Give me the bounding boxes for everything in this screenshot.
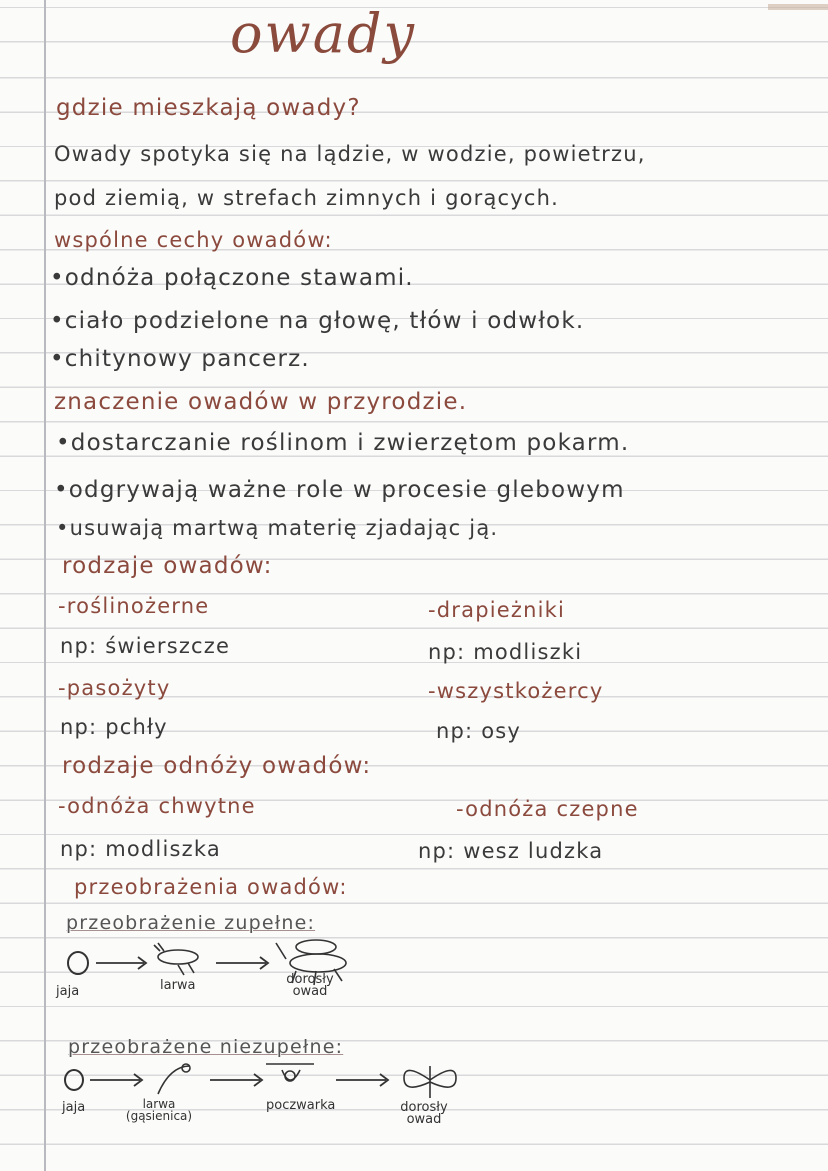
answer-line-2: pod ziemią, w strefach zimnych i gorących. (54, 186, 560, 210)
margin-line (44, 0, 46, 1171)
page-title: owady (230, 2, 417, 65)
pupa-drawing (266, 1064, 314, 1081)
incomplete-heading: przeobrażene niezupełne: (68, 1036, 344, 1058)
complete-diagram (60, 935, 390, 995)
leg-name: -odnóża chwytne (58, 794, 256, 818)
larva-drawing (154, 943, 198, 975)
traits-heading: wspólne cechy owadów: (54, 228, 333, 252)
significance-item: •odgrywają ważne role w procesie glebowym (54, 477, 625, 503)
type-example: np: modliszki (428, 640, 583, 664)
egg-drawing (68, 952, 88, 974)
leg-name: -odnóża czepne (456, 797, 639, 821)
trait-item: •ciało podzielone na głowę, tłów i odwłok. (50, 308, 585, 334)
caterpillar-drawing (158, 1064, 190, 1094)
type-name: -wszystkożercy (428, 679, 604, 703)
type-name: -drapieżniki (428, 598, 566, 622)
significance-item: •dostarczanie roślinom i zwierzętom pokarm. (56, 430, 630, 456)
stage-label: larwa (160, 978, 196, 993)
significance-item: •usuwają martwą materię zjadając ją. (56, 516, 499, 540)
question-where: gdzie mieszkają owady? (56, 95, 361, 121)
leg-example: np: wesz ludzka (418, 839, 604, 863)
complete-heading: przeobrażenie zupełne: (66, 912, 316, 934)
answer-line-1: Owady spotyka się na lądzie, w wodzie, powietrzu, (54, 142, 646, 166)
stage-label: jaja (62, 1100, 86, 1115)
butterfly-drawing (404, 1066, 456, 1098)
legs-heading: rodzaje odnóży owadów: (62, 753, 372, 779)
type-example: np: osy (436, 719, 522, 743)
stage-label: jaja (56, 984, 80, 999)
trait-item: •chitynowy pancerz. (50, 346, 310, 372)
stage-label: dorosły owad (286, 972, 334, 999)
stage-label: dorosły owad (400, 1100, 448, 1127)
leg-example: np: modliszka (60, 837, 221, 861)
type-example: np: pchły (60, 715, 168, 739)
egg-drawing (65, 1070, 83, 1090)
tape-strip (768, 4, 828, 10)
metamorphosis-heading: przeobrażenia owadów: (74, 875, 348, 899)
stage-label: larwa (gąsienica) (125, 1097, 193, 1123)
type-name: -pasożyty (58, 676, 171, 700)
trait-item: •odnóża połączone stawami. (50, 265, 414, 291)
types-heading: rodzaje owadów: (62, 553, 273, 579)
significance-heading: znaczenie owadów w przyrodzie. (54, 389, 468, 415)
type-name: -roślinożerne (58, 594, 210, 618)
type-example: np: świerszcze (60, 634, 231, 658)
stage-label: poczwarka (266, 1098, 336, 1113)
